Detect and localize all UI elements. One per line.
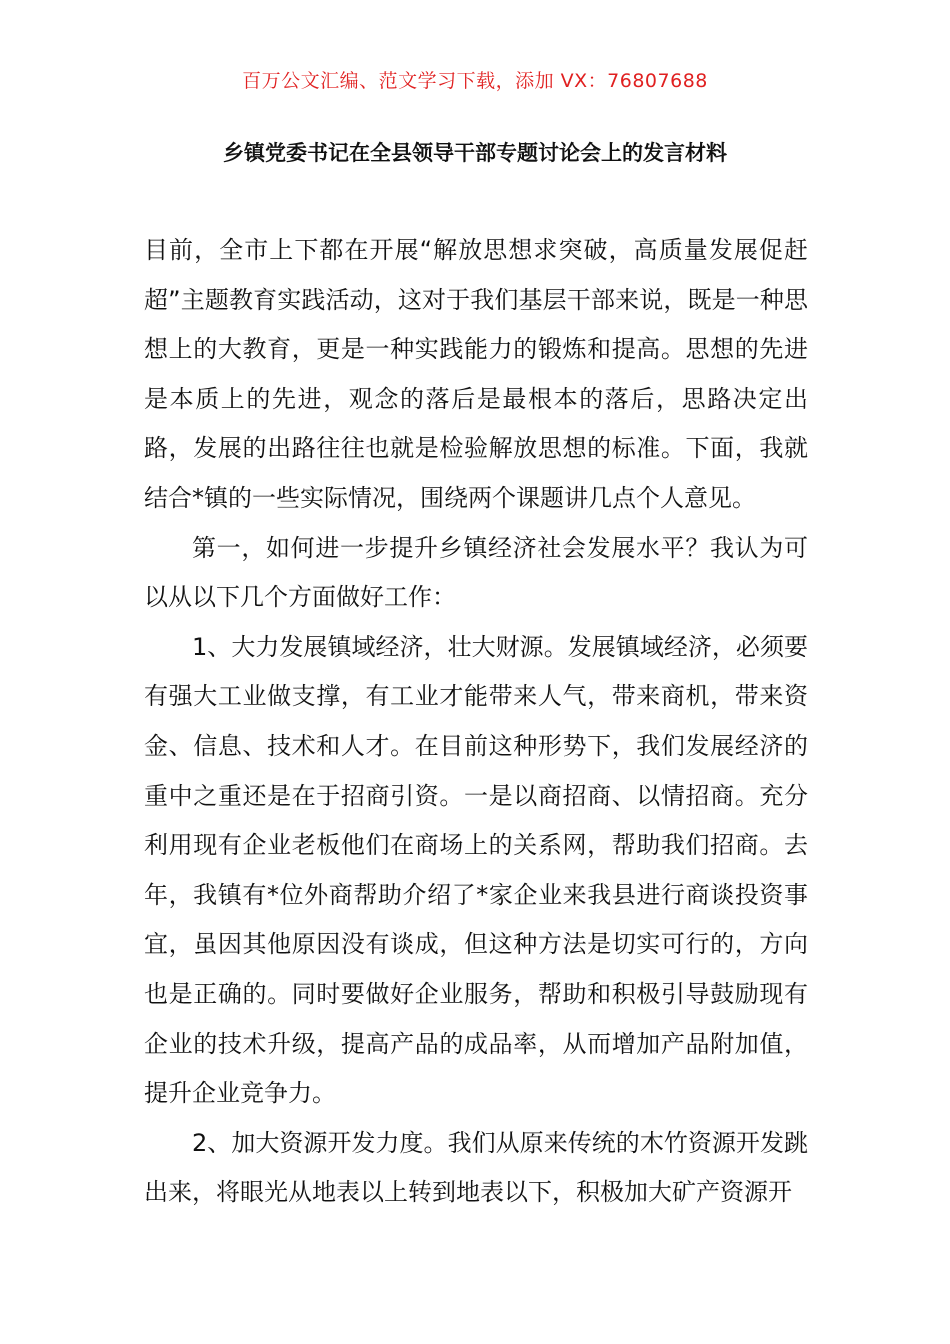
paragraph-item-2: 2、加大资源开发力度。我们从原来传统的木竹资源开发跳出来，将眼光从地表以上转到地表以下，积极加大矿产资源开 [144,1128,808,1207]
paragraph-intro: 目前，全市上下都在开展“解放思想求突破，高质量发展促赶超”主题教育实践活动，这对于我们基层干部来说，既是一种思想上的大教育，更是一种实践能力的锻炼和提高。思想的先进是本质上的先进，观念的落后是最根本的落后，思路决定出路，发展的出路往往也就是检验解放思想的标准。下面，我就结合*镇的一些实际情况，围绕两个课题讲几点个人意见。 [144,236,808,512]
document-body [144,226,808,1218]
document-title: 乡镇党委书记在全县领导干部专题讨论会上的发言材料 [223,141,727,165]
header-banner: 百万公文汇编、范文学习下载，添加 VX：76807688 [242,70,708,92]
paragraph-first-point: 第一，如何进一步提升乡镇经济社会发展水平？我认为可以从以下几个方面做好工作： [144,533,808,612]
paragraph-item-1: 1、大力发展镇域经济，壮大财源。发展镇域经济，必须要有强大工业做支撑，有工业才能带来人气，带来商机，带来资金、信息、技术和人才。在目前这种形势下，我们发展经济的重中之重还是在于招商引资。一是以商招商、以情招商。充分利用现有企业老板他们在商场上的关系网，帮助我们招商。去年，我镇有*位外商帮助介绍了*家企业来我县进行商谈投资事宜，虽因其他原因没有谈成，但这种方法是切实可行的，方向也是正确的。同时要做好企业服务，帮助和积极引导鼓励现有企业的技术升级，提高产品的成品率，从而增加产品附加值，提升企业竞争力。 [144,632,808,1108]
